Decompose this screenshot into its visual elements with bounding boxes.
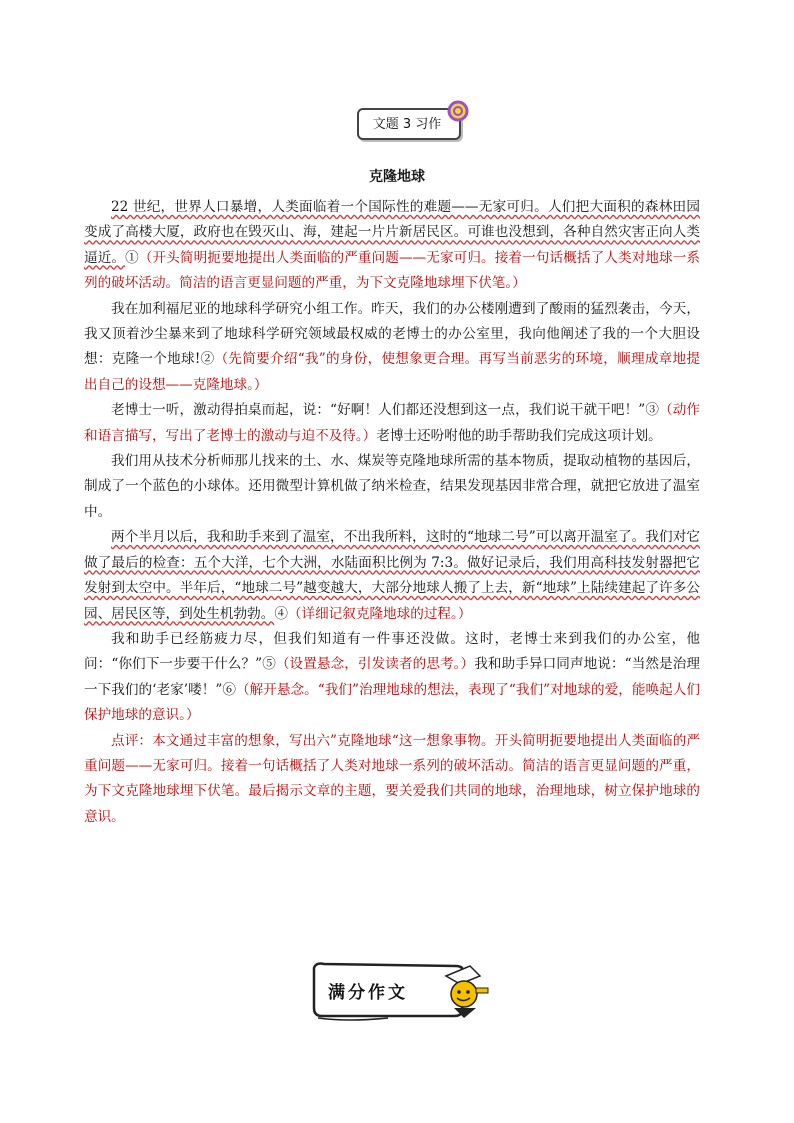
footer-label: 满分作文 xyxy=(328,983,408,1003)
review-paragraph xyxy=(84,729,700,831)
annotation-comment: （开头简明扼要地提出人类面临的严重问题——无家可归。接着一句话概括了人类对地球一系列的破坏活动。简洁的语言更显问题的严重，为下文克隆地球埋下伏笔。） xyxy=(84,249,701,292)
review-comment: 点评：本文通过丰富的想象，写出六”克隆地球“这一想象事物。开头简明扼要地提出人类面临的严重问题——无家可归。接着一句话概括了人类对地球一系列的破坏活动。简洁的语言更显问题的严重，为下文克隆地球埋下伏笔。最后揭示文章的主题，要关爱我们共同的地球，治理地球，树立保护地球的意识。 xyxy=(84,732,700,825)
paragraph-text: 我和助手已经筋疲力尽，但我们知道有一件事还没做。这时，老博士来到我们的办公室，他问：“你们下一步要干什么？” xyxy=(84,630,700,673)
paragraph-3 xyxy=(84,398,700,449)
annotation-comment: （动作和语言描写，写出了老博士的激动与迫不及待。） xyxy=(84,402,701,444)
paragraph-text: 我在加利福尼亚的地球科学研究小组工作。昨天，我们的办公楼刚遭到了酸雨的猛烈袭击，今天，我又顶着沙尘暴来到了地球科学研究领域最权威的老博士的办公室里，我向他阐述了我的一个大胆设想：克隆一个地球! xyxy=(84,300,700,368)
annotation-comment: （设置悬念，引发读者的思考。） xyxy=(275,656,475,673)
annotation-number: ② xyxy=(200,351,215,368)
paragraph-1 xyxy=(84,195,700,297)
section-badge xyxy=(357,104,463,138)
footer-banner xyxy=(308,960,478,1022)
annotation-number: ④ xyxy=(274,605,288,622)
paragraph-6 xyxy=(84,627,700,729)
annotation-number: ⑤ xyxy=(262,656,276,673)
paragraph-2 xyxy=(84,297,700,399)
annotation-number: ① xyxy=(125,249,139,266)
paragraph-text: 老博士还吩咐他的助手帮助我们完成这项计划。 xyxy=(376,427,662,444)
smiley-mascot-icon xyxy=(436,962,496,1022)
annotation-comment: （先简要介绍“我”的身份，使想象更合理。再写当前恶劣的环境，顺理成章地提出自己的设想——克隆地球。） xyxy=(84,351,701,393)
badge-label: 文题 3 习作 xyxy=(372,117,442,132)
paragraph-5 xyxy=(84,525,700,627)
essay-title: 克隆地球 xyxy=(369,169,425,185)
paragraph-text: 两个半月以后，我和助手来到了温室，不出我所料，这时的“地球二号”可以离开温室了。我们对它做了最后的检查：五个大洋，七个大洲，水陆面积比例为 7:3。做好记录后，我们用高科技发射器把它发射到太空中。半年后，“地球二号”越变越大，大部分地球人搬了上去，新“地球”上陆续建起了许多公园、居民区等，到处生机勃勃。 xyxy=(84,529,700,622)
annotation-comment: （解开悬念。“我们”治理地球的想法，表现了“我们”对地球的爱，能唤起人们保护地球的意识。） xyxy=(84,681,701,724)
paragraph-text: 我们用从技术分析师那儿找来的土、水、煤炭等克隆地球所需的基本物质，提取动植物的基因后，制成了一个蓝色的小球体。还用微型计算机做了纳米检查，结果发现基因非常合理，就把它放进了温室中。 xyxy=(84,453,700,520)
paragraph-4 xyxy=(84,449,700,525)
essay-body xyxy=(84,195,700,830)
annotation-comment: （详细记叙克隆地球的过程。） xyxy=(287,605,472,622)
paragraph-text: 老博士一听，激动得拍桌而起，说：“好啊！人们都还没想到这一点，我们说干就干吧！” xyxy=(111,402,646,419)
lollipop-icon xyxy=(447,100,469,122)
annotation-number: ③ xyxy=(645,402,660,419)
paragraph-text: 22 世纪，世界人口暴增，人类面临着一个国际性的难题——无家可归。人们把大面积的森林田园变成了高楼大厦，政府也在毁灭山、海，建起一片片新居民区。可谁也没想到，各种自然灾害正向人类逼近。 xyxy=(84,199,700,266)
annotation-number: ⑥ xyxy=(222,681,236,698)
paragraph-text: 我和助手异口同声地说：“当然是治理一下我们的‘老家’喽！” xyxy=(84,656,701,698)
